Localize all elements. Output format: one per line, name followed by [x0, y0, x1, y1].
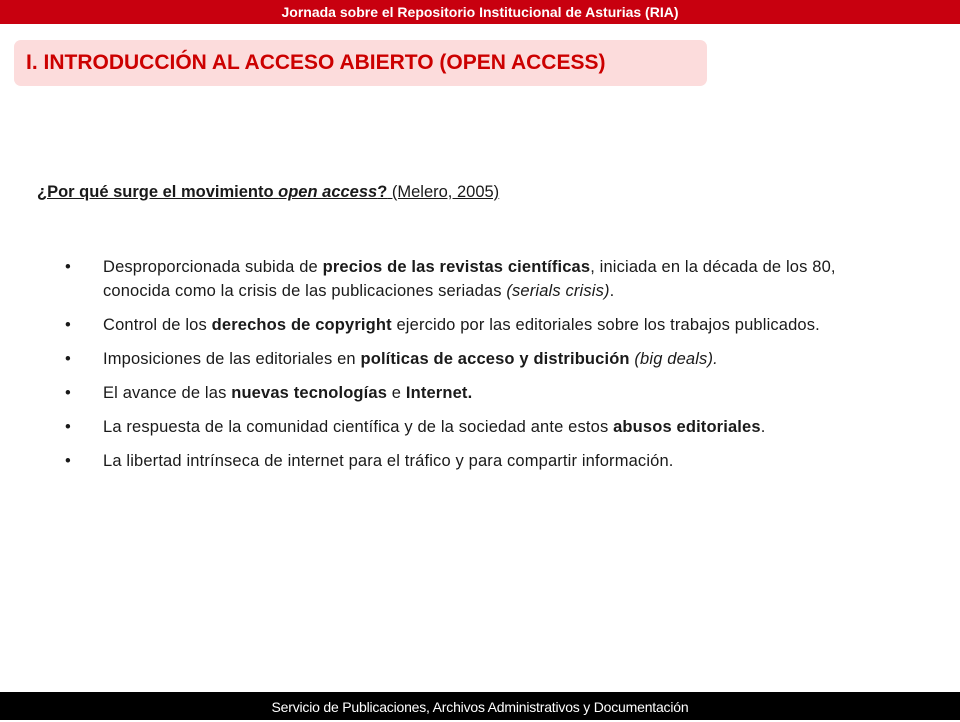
question-heading	[37, 183, 499, 202]
question-mark: ?	[377, 183, 388, 201]
bullet-segment: Desproporcionada subida de	[103, 258, 323, 276]
footer-text: Servicio de Publicaciones, Archivos Administrativos y Documentación	[271, 699, 689, 715]
bullet-text	[103, 382, 893, 406]
bullet-dot: •	[65, 451, 71, 470]
bullet-item	[65, 450, 925, 474]
bullet-list	[65, 256, 925, 484]
bullet-text	[103, 450, 893, 474]
banner-title: Jornada sobre el Repositorio Institucional de Asturias (RIA)	[281, 4, 679, 20]
bullet-italic-segment: (big deals).	[634, 349, 718, 368]
bullet-item	[65, 314, 925, 338]
bullet-segment: La respuesta de la comunidad científica y de la sociedad ante estos	[103, 417, 614, 436]
bullet-dot: •	[65, 349, 71, 368]
bullet-item	[65, 382, 925, 406]
bullet-bold-segment: nuevas tecnologías	[231, 383, 388, 402]
bullet-segment: El avance de las	[103, 383, 232, 402]
bullet-dot: •	[65, 417, 71, 436]
bullet-item	[65, 256, 925, 303]
bullet-bold-segment: políticas de acceso y distribución	[360, 349, 630, 368]
bullet-dot: •	[65, 315, 71, 334]
bullet-bold-segment: Internet.	[405, 383, 473, 402]
bullet-dot: •	[65, 383, 71, 402]
section-title-box	[14, 40, 707, 86]
bullet-italic-segment: (serials crisis)	[506, 281, 610, 300]
bullet-text	[103, 256, 893, 303]
bullet-text	[103, 348, 893, 372]
bullet-bold-segment: abusos editoriales	[613, 417, 761, 436]
section-title: I. INTRODUCCIÓN AL ACCESO ABIERTO (OPEN ACCESS)	[26, 51, 606, 74]
bullet-item	[65, 348, 925, 372]
bullet-segment: , iniciada en la década de los 80, conocida como la crisis de las publicaciones seriadas	[103, 258, 836, 300]
bullet-segment: La libertad intrínseca de internet para el tráfico y para compartir información.	[103, 451, 674, 470]
bullet-text	[103, 416, 893, 440]
bullet-bold-segment: derechos de copyright	[211, 315, 392, 334]
bullet-segment: e	[387, 383, 406, 402]
bullet-item	[65, 416, 925, 440]
question-citation: (Melero, 2005)	[387, 183, 500, 201]
bullet-segment: .	[609, 281, 615, 300]
question-italic-text: open access	[278, 183, 378, 201]
bullet-segment: .	[760, 417, 766, 436]
top-banner	[0, 0, 960, 24]
bullet-segment: ejercido por las editoriales sobre los trabajos publicados.	[391, 315, 820, 334]
bullet-text	[103, 314, 893, 338]
question-bold-text: ¿Por qué surge el movimiento	[37, 183, 279, 201]
footer-banner	[0, 692, 960, 720]
bullet-dot: •	[65, 258, 71, 276]
bullet-segment: Control de los	[103, 315, 212, 334]
bullet-segment: Imposiciones de las editoriales en	[103, 349, 361, 368]
bullet-bold-segment: precios de las revistas científicas	[322, 258, 591, 276]
